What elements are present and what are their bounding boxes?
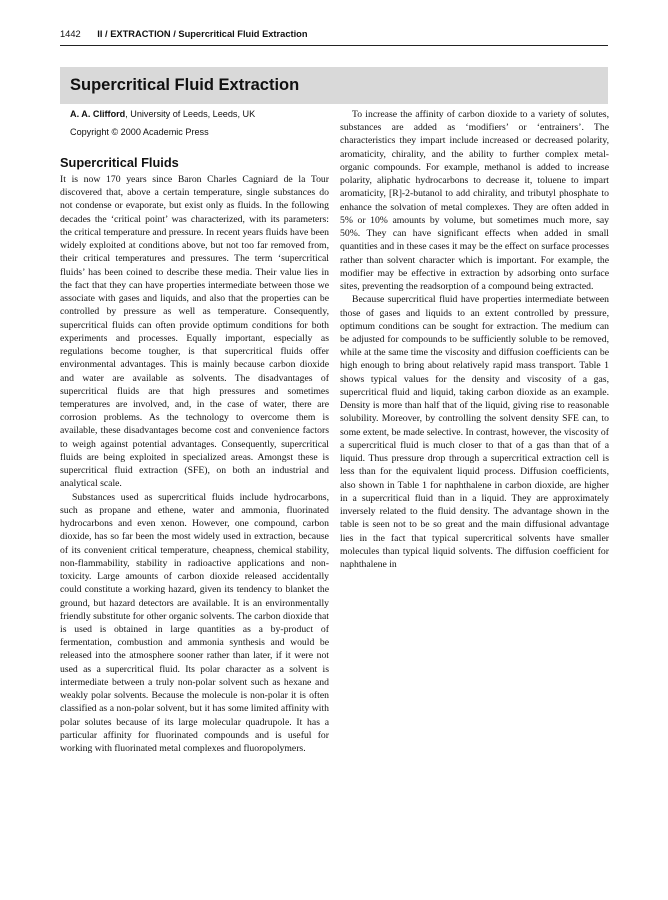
section-heading: Supercritical Fluids bbox=[60, 155, 179, 170]
copyright: Copyright © 2000 Academic Press bbox=[70, 127, 209, 137]
paragraph-2: Substances used as supercritical fluids include hydrocarbons, such as propane and ethene, water and ammonia, fluorinated hydrocarbons and even xenon. However, one compound, carbon dioxide, has so far been the most widely used in extraction, because of its convenient critical temperature, cheapness, chemical stability, non-flammability, stability in radioactive applications and non-toxicity. Large amounts of carbon dioxide released accidentally could constitute a working hazard, given its tendency to blanket the ground, but hazard detectors are available. It is an environmentally friendly substitute for other organic solvents. The carbon dioxide that is used is obtained in large quantities as a by-product of fermentation, combustion and ammonia synthesis and would be released into the atmosphere sooner rather than later, if it were not used as a supercritical fluid. Its polar character as a solvent is intermediate between a truly non-polar solvent such as hexane and weakly polar solvents. Because the molecule is non-polar it is often classified as a non-polar solvent, but it has some limited affinity with polar solutes because of its large molecular quadrupole. It has a particular affinity for fluorinated compounds and is useful for working with fluorinated metal complexes and fluoropolymers. bbox=[60, 491, 329, 755]
paragraph-1: It is now 170 years since Baron Charles Cagniard de la Tour discovered that, above a certain temperature, single substances do not condense or evaporate, but exist only as fluids. In the following decades the ‘critical point’ was characterized, with its parameters: the critical temperature and pressure. In recent years fluids have been widely exploited at conditions above, but not too far removed from, their critical temperatures and pressures. The term ‘supercritical fluids’ has been coined to describe these media. Their value lies in the fact that they can have properties intermediate between those we associate with gases and liquids, and also that the properties can be controlled by pressure as well as temperature. Consequently, supercritical fluids can often provide optimum conditions for both experiments and processes. Equally important, especially as regulations become tougher, is that supercritical fluids offer environmental advantages. This is mainly because carbon dioxide and water are available as solvents. The disadvantages of supercritical fluids are that high pressures and sometimes temperatures are involved, and, in the case of water, there are corrosion problems. As the technology to overcome them is available, these disadvantages become cost and convenience factors to weigh against potential advantages. Consequently, supercritical fluids are being exploited in specialized areas. Amongst these is supercritical fluid extraction (SFE), on both an industrial and analytical scale. bbox=[60, 174, 329, 490]
author-name: A. A. Clifford bbox=[70, 109, 126, 119]
paragraph-3: To increase the affinity of carbon dioxide to a variety of solutes, substances are added as ‘modifiers’ or ‘entrainers’. The characteristics they impart include increased or decreased polarity, aromaticity, chirality, and the ability to further complex metal-organic compounds. For example, methanol is added to increase polarity, aliphatic hydrocarbons to decrease it, toluene to impart aromaticity, [R]-2-butanol to add chirality, and tributyl phosphate to enhance the solvation of metal complexes. They are often added in 5% or 10% amounts by volume, but sometimes much more, say 50%. They can have significant effects when added in small quantities and in these cases it may be the effect on surface processes rather than solvent character which is important. For example, the modifier may be effective in extraction by adsorbing onto surface sites, preventing the readsorption of a compound being extracted. bbox=[340, 109, 609, 293]
header-rule bbox=[60, 45, 608, 46]
left-column bbox=[60, 108, 329, 755]
right-column bbox=[340, 108, 609, 571]
title-band bbox=[60, 67, 608, 104]
article-title: Supercritical Fluid Extraction bbox=[70, 76, 300, 94]
paragraph-4: Because supercritical fluid have properties intermediate between those of gases and liquids to an extent controlled by pressure, optimum conditions can be sought for extraction. The medium can be adjusted for compounds to be sufficiently soluble to be removed, while at the same time the viscosity and diffusion coefficients can be high enough to bring about relatively rapid mass transport. Table 1 shows typical values for the density and viscosity of a gas, supercritical fluid and liquid, taking carbon dioxide as an example. Density is more than half that of the liquid, giving rise to reasonable solubility. Moreover, by controlling the solvent density SFE can, to some extent, be made selective. In contrast, however, the viscosity of a supercritical fluid is much closer to that of a gas than that of a liquid. Thus pressure drop through a supercritical extraction cell is less than for the equivalent liquid process. Diffusion coefficients, also shown in Table 1 for naphthalene in carbon dioxide, are higher in a supercritical fluid than in a liquid. They are approximately inversely related to the fluid density. The advantage shown in the table is seen not to be so great and the main diffusional advantage lies in the fact that typical supercritical solvents have smaller molecules than typical liquid solvents. The diffusion coefficient for naphthalene in bbox=[340, 294, 609, 570]
author-affiliation: , University of Leeds, Leeds, UK bbox=[125, 109, 256, 119]
running-head bbox=[60, 29, 308, 39]
section-path: II / EXTRACTION / Supercritical Fluid Extraction bbox=[97, 29, 308, 39]
page-number: 1442 bbox=[60, 29, 81, 39]
author-line bbox=[70, 108, 329, 126]
